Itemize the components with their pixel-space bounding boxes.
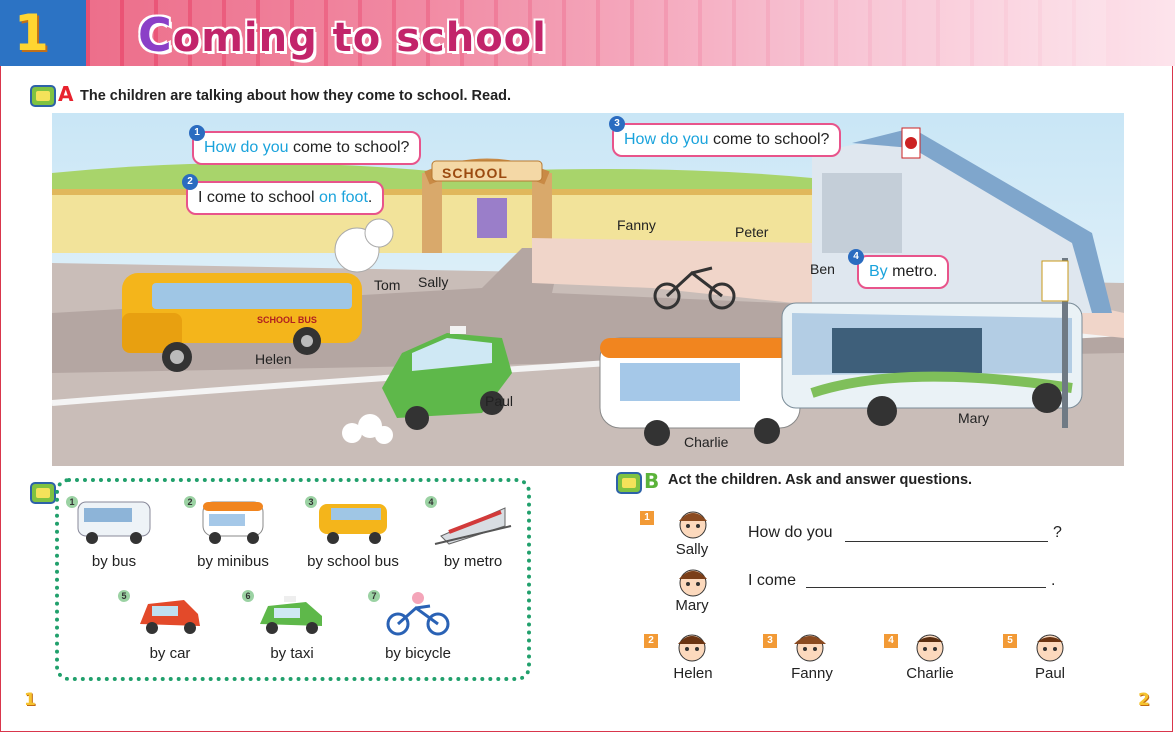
answer-blank-2[interactable] <box>806 587 1046 588</box>
unit-title <box>138 8 547 62</box>
label-helen: Helen <box>255 351 292 367</box>
section-a-instruction: The children are talking about how they come to school. Read. <box>80 88 512 104</box>
answer-end: . <box>1051 572 1056 589</box>
speech-bubble-3 <box>612 123 841 157</box>
taxi-icon <box>250 590 334 638</box>
label-ben: Ben <box>810 261 835 277</box>
bubble-1-number: 1 <box>189 125 205 141</box>
page-number-left: 1 <box>24 690 36 710</box>
vocab-label: by school bus <box>307 553 399 570</box>
vocab-by-car <box>110 590 230 662</box>
vocab-label: by bus <box>91 553 137 570</box>
bubble-2-number: 2 <box>182 174 198 190</box>
bubble-3-highlight: How do you <box>624 131 709 148</box>
bubble-2-text: I come to school <box>198 189 319 206</box>
label-paul: Paul <box>485 393 514 409</box>
vocab-label: by car <box>149 645 191 662</box>
vocab-number: 4 <box>425 496 437 508</box>
item-number: 4 <box>884 634 898 648</box>
mary-face-icon <box>671 565 715 601</box>
bubble-3-text: come to school? <box>708 131 830 148</box>
name-sally: Sally <box>675 541 709 558</box>
vocab-number: 2 <box>184 496 196 508</box>
bubble-3-number: 3 <box>609 116 625 132</box>
label-tom: Tom <box>374 277 401 293</box>
minibus-icon <box>191 496 275 546</box>
vocab-label: by minibus <box>197 553 269 570</box>
vocab-label: by bicycle <box>385 645 451 662</box>
metro-icon <box>431 496 515 546</box>
bubble-2-tail: . <box>367 189 373 206</box>
unit-title-initial: C <box>138 8 173 62</box>
unit-number: 1 <box>14 4 49 62</box>
lab-icon <box>30 85 56 107</box>
speech-bubble-4 <box>857 255 949 289</box>
label-mary: Mary <box>958 410 990 426</box>
section-a-letter: A <box>58 82 74 106</box>
answer-start: I come <box>748 572 797 589</box>
bubble-2-highlight: on foot <box>318 189 368 206</box>
label-fanny: Fanny <box>617 217 656 233</box>
label-peter: Peter <box>735 224 769 240</box>
car-icon <box>128 590 212 638</box>
answer-blank-1[interactable] <box>845 541 1048 542</box>
vocab-number: 3 <box>305 496 317 508</box>
question-start: How do you <box>748 524 833 541</box>
lab-icon <box>30 482 56 504</box>
speech-bubble-1 <box>192 131 421 165</box>
bubble-4-highlight: By <box>869 263 888 280</box>
vocab-label: by metro <box>443 553 503 570</box>
unit-banner <box>0 0 1175 66</box>
helen-face-icon <box>670 630 714 666</box>
name-mary: Mary <box>675 597 709 614</box>
section-b-letter: B <box>644 469 660 493</box>
name-paul: Paul <box>1034 665 1066 682</box>
bubble-1-text: come to school? <box>288 139 410 156</box>
bus-icon <box>72 496 156 546</box>
question-end: ? <box>1053 524 1062 541</box>
item-number: 3 <box>763 634 777 648</box>
paul-face-icon <box>1028 630 1072 666</box>
unit-title-rest: oming to school <box>172 15 547 61</box>
item-number: 5 <box>1003 634 1017 648</box>
example-number: 1 <box>640 511 654 525</box>
sally-face-icon <box>671 507 715 543</box>
fanny-face-icon <box>788 630 832 666</box>
charlie-face-icon <box>908 630 952 666</box>
bubble-4-text: metro. <box>887 263 938 280</box>
name-charlie: Charlie <box>906 665 954 682</box>
label-sally: Sally <box>418 274 449 290</box>
vocab-number: 7 <box>368 590 380 602</box>
bubble-1-highlight: How do you <box>204 139 289 156</box>
vocab-number: 6 <box>242 590 254 602</box>
section-b-instruction: Act the children. Ask and answer questions. <box>668 472 973 488</box>
label-charlie: Charlie <box>684 434 729 450</box>
name-helen: Helen <box>673 665 713 682</box>
bicycle-icon <box>376 590 460 638</box>
school-scene <box>52 113 1124 466</box>
vocab-number: 1 <box>66 496 78 508</box>
item-number: 2 <box>644 634 658 648</box>
name-fanny: Fanny <box>791 665 833 682</box>
lab-icon <box>616 472 642 494</box>
school-sign: SCHOOL <box>442 165 508 181</box>
bubble-4-number: 4 <box>848 249 864 265</box>
vocab-number: 5 <box>118 590 130 602</box>
page-number-right: 2 <box>1138 690 1150 710</box>
school-bus-sign: SCHOOL BUS <box>257 315 317 325</box>
speech-bubble-2 <box>186 181 384 215</box>
vocab-label: by taxi <box>270 645 314 662</box>
school-bus-icon <box>311 496 395 546</box>
